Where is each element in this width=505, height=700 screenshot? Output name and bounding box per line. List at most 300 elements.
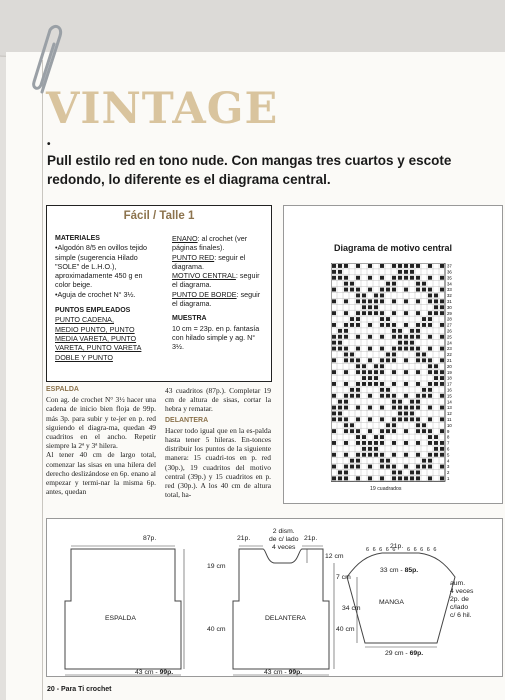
grid-cell-filled	[434, 311, 438, 315]
grid-cell-filled	[392, 299, 396, 303]
grid-cell-filled	[380, 388, 384, 392]
grid-cell-filled	[428, 459, 432, 463]
grid-cell-filled	[332, 394, 336, 398]
grid-cell-filled	[440, 311, 444, 315]
grid-cell-filled	[362, 453, 366, 457]
grid-cell-filled	[404, 311, 408, 315]
grid-cell-filled	[416, 441, 420, 445]
schematics-box	[46, 518, 503, 677]
grid-cell-filled	[386, 282, 390, 286]
grid-cell-filled	[362, 376, 366, 380]
espalda-piece-label: ESPALDA	[105, 615, 136, 622]
grid-cell-filled	[440, 406, 444, 410]
grid-cell-filled	[350, 358, 354, 362]
neck-note-line: de c/ lado	[269, 536, 299, 543]
delantera-paragraph: Hacer todo igual que en la es-palda hasta tener 5 hileras. En-tonces distribuir los puntos de la siguiente manera: 15 cuadri-tos en p. red (30p.), 19 cuadritos del motivo central (39p.) y 15 cuadritos en p. red (30p.). A los 40 cm de altura total, ha-	[165, 425, 271, 500]
grid-cell-filled	[404, 382, 408, 386]
grid-cell-filled	[440, 358, 444, 362]
espalda-top-width: 87p.	[143, 535, 157, 542]
grid-cell-filled	[374, 370, 378, 374]
grid-cell-filled	[386, 423, 390, 427]
row-number-label: 20	[447, 363, 452, 369]
manga-length: 34 cm	[342, 605, 361, 612]
grid-cell-filled	[404, 358, 408, 362]
grid-cell-filled	[380, 370, 384, 374]
grid-cell-filled	[368, 441, 372, 445]
grid-cell-filled	[386, 358, 390, 362]
row-number-label: 6	[447, 446, 450, 452]
grid-cell-filled	[434, 447, 438, 451]
grid-cell-filled	[344, 423, 348, 427]
grid-cell-filled	[440, 370, 444, 374]
grid-cell-filled	[392, 471, 396, 475]
row-number-label: 33	[447, 287, 452, 293]
grid-cell-filled	[392, 282, 396, 286]
punto-item: MEDIA VARETA, PUNTO	[55, 333, 137, 343]
grid-cell-filled	[428, 276, 432, 280]
grid-cell-filled	[374, 376, 378, 380]
grid-cell-filled	[332, 370, 336, 374]
grid-cell-filled	[422, 429, 426, 433]
grid-cell-filled	[332, 288, 336, 292]
page-title: VINTAGE	[46, 84, 279, 134]
grid-cell-filled	[344, 329, 348, 333]
row-number-label: 36	[447, 269, 452, 275]
row-number-label: 8	[447, 434, 450, 440]
delantera-neck-depth: 12 cm	[325, 553, 344, 560]
grid-cell-filled	[344, 347, 348, 351]
grid-cell-filled	[428, 317, 432, 321]
grid-cell-filled	[344, 394, 348, 398]
grid-cell-filled	[404, 299, 408, 303]
grid-cell-filled	[422, 353, 426, 357]
neck-note-line: 4 veces	[272, 544, 296, 551]
grid-cell-filled	[356, 364, 360, 368]
grid-cell-filled	[380, 288, 384, 292]
grid-cell-filled	[440, 441, 444, 445]
row-number-label: 25	[447, 334, 452, 340]
row-number-label: 23	[447, 346, 452, 352]
grid-cell-filled	[344, 264, 348, 268]
row-number-label: 27	[447, 322, 452, 328]
increase-note-line: c/ 6 hil.	[450, 612, 472, 619]
grid-cell-filled	[410, 476, 414, 480]
grid-cell-filled	[416, 264, 420, 268]
espalda-continued: 43 cuadritos (87p.). Completar 19 cm de altura de sisas, cortar la hebra y rematar.	[165, 386, 271, 414]
grid-cell-filled	[404, 406, 408, 410]
grid-cell-filled	[398, 471, 402, 475]
punto-item: MEDIO PUNTO, PUNTO	[55, 324, 135, 334]
grid-cell-filled	[368, 447, 372, 451]
grid-cell-filled	[344, 358, 348, 362]
grid-cell-filled	[440, 264, 444, 268]
grid-cell-filled	[440, 376, 444, 380]
manga-cap-width: 33 cm -	[380, 567, 405, 574]
grid-cell-filled	[338, 400, 342, 404]
grid-cell-filled	[404, 476, 408, 480]
grid-cell-filled	[434, 294, 438, 298]
manga-cap-stitches: 85p.	[404, 567, 419, 574]
increase-note-line: 2p. de	[450, 596, 469, 603]
difficulty-size-header: Fácil / Talle 1	[123, 210, 195, 222]
grid-cell-filled	[356, 311, 360, 315]
grid-cell-filled	[362, 294, 366, 298]
grid-cell-filled	[380, 459, 384, 463]
grid-cell-filled	[440, 447, 444, 451]
grid-cell-filled	[392, 441, 396, 445]
delantera-length: 40 cm	[336, 626, 355, 633]
delantera-right-shoulder: 21p.	[304, 535, 318, 542]
grid-cell-filled	[368, 406, 372, 410]
grid-cell-filled	[392, 311, 396, 315]
grid-cell-filled	[428, 335, 432, 339]
delantera-bottom-width: 43 cm -	[264, 669, 289, 676]
grid-cell-filled	[380, 264, 384, 268]
grid-cell-filled	[332, 406, 336, 410]
grid-cell-filled	[332, 465, 336, 469]
grid-cell-filled	[404, 453, 408, 457]
manga-increase-note	[450, 580, 473, 620]
grid-cell-filled	[356, 388, 360, 392]
grid-cell-filled	[398, 347, 402, 351]
grid-cell-filled	[386, 317, 390, 321]
grid-cell-filled	[422, 423, 426, 427]
grid-cell-filled	[356, 294, 360, 298]
grid-cell-filled	[350, 465, 354, 469]
grid-cell-filled	[440, 417, 444, 421]
grid-cell-filled	[380, 382, 384, 386]
row-number-label: 7	[447, 440, 450, 446]
grid-cell-filled	[404, 288, 408, 292]
grid-cell-filled	[344, 400, 348, 404]
grid-cell-filled	[416, 335, 420, 339]
grid-cell-filled	[368, 417, 372, 421]
grid-cell-filled	[392, 264, 396, 268]
grid-cell-filled	[440, 465, 444, 469]
grid-cell-filled	[428, 370, 432, 374]
grid-cell-filled	[392, 335, 396, 339]
grid-cell-filled	[440, 335, 444, 339]
grid-cell-filled	[392, 394, 396, 398]
grid-cell-filled	[374, 435, 378, 439]
delantera-neck-note	[269, 528, 298, 552]
grid-cell-filled	[398, 335, 402, 339]
row-number-label: 10	[447, 422, 452, 428]
grid-cell-filled	[338, 347, 342, 351]
row-number-label: 35	[447, 275, 452, 281]
grid-cell-filled	[338, 412, 342, 416]
grid-cell-filled	[416, 323, 420, 327]
row-number-label: 34	[447, 281, 452, 287]
grid-cell-filled	[416, 347, 420, 351]
grid-cell-filled	[344, 476, 348, 480]
grid-cell-filled	[356, 317, 360, 321]
grid-cell-filled	[392, 423, 396, 427]
grid-cell-filled	[386, 288, 390, 292]
grid-cell-filled	[434, 435, 438, 439]
grid-cell-filled	[368, 347, 372, 351]
grid-cell-filled	[404, 335, 408, 339]
grid-cell-filled	[440, 394, 444, 398]
grid-cell-filled	[368, 311, 372, 315]
grid-cell-filled	[350, 282, 354, 286]
grid-cell-filled	[356, 406, 360, 410]
row-number-label: 21	[447, 358, 452, 363]
grid-cell-filled	[362, 305, 366, 309]
grid-cell-filled	[344, 299, 348, 303]
grid-cell-filled	[404, 412, 408, 416]
espalda-paragraph: Al tener 40 cm de largo total, comenzar las sisas en una hilera del derecho deslizándose en 6p. enano al empezar y termi-nar la misma 6p. antes, quedan	[46, 450, 156, 497]
grid-cell-filled	[380, 441, 384, 445]
grid-cell-filled	[422, 459, 426, 463]
grid-cell-filled	[344, 453, 348, 457]
grid-cell-filled	[368, 288, 372, 292]
grid-cell-filled	[368, 264, 372, 268]
grid-cell-filled	[338, 335, 342, 339]
grid-cell-filled	[422, 465, 426, 469]
grid-cell-filled	[404, 417, 408, 421]
grid-cell-filled	[350, 388, 354, 392]
grid-cell-filled	[410, 276, 414, 280]
manga-cuff-stitches: 69p.	[409, 650, 424, 657]
grid-cell-filled	[416, 370, 420, 374]
grid-cell-filled	[440, 276, 444, 280]
delantera-heading: DELANTERA	[165, 416, 209, 424]
grid-cell-filled	[368, 382, 372, 386]
grid-cell-filled	[380, 429, 384, 433]
grid-cell-filled	[416, 417, 420, 421]
grid-cell-filled	[410, 471, 414, 475]
grid-cell-filled	[332, 417, 336, 421]
grid-cell-filled	[428, 294, 432, 298]
grid-cell-filled	[386, 353, 390, 357]
grid-cell-filled	[356, 429, 360, 433]
row-number-label: 30	[447, 304, 452, 310]
grid-cell-filled	[428, 364, 432, 368]
grid-cell-filled	[416, 423, 420, 427]
grid-cell-filled	[356, 382, 360, 386]
grid-cell-filled	[356, 299, 360, 303]
grid-cell-filled	[344, 311, 348, 315]
punto-item: DOBLE Y PUNTO	[55, 352, 113, 362]
grid-cell-filled	[404, 270, 408, 274]
grid-cell-filled	[416, 406, 420, 410]
stitch-term: MOTIVO CENTRAL	[172, 271, 236, 281]
grid-cell-filled	[356, 264, 360, 268]
grid-cell-filled	[440, 299, 444, 303]
grid-cell-filled	[392, 382, 396, 386]
grid-cell-filled	[392, 400, 396, 404]
grid-cell-filled	[368, 358, 372, 362]
grid-cell-filled	[428, 299, 432, 303]
grid-cell-filled	[338, 276, 342, 280]
grid-cell-filled	[344, 335, 348, 339]
grid-cell-filled	[332, 429, 336, 433]
grid-cell-filled	[416, 429, 420, 433]
grid-cell-filled	[332, 276, 336, 280]
grid-cell-filled	[332, 341, 336, 345]
grid-cell-filled	[434, 376, 438, 380]
grid-cell-filled	[404, 347, 408, 351]
grid-cell-filled	[404, 370, 408, 374]
manga-decrease-marks-left: 6 6 6 6 6	[366, 547, 397, 553]
grid-cell-filled	[368, 370, 372, 374]
grid-cell-filled	[404, 394, 408, 398]
espalda-bottom-width: 43 cm -	[135, 669, 160, 676]
grid-cell-filled	[338, 476, 342, 480]
punto-item: VARETA, PUNTO VARETA	[55, 343, 142, 353]
grid-cell-filled	[338, 270, 342, 274]
grid-cell-filled	[356, 459, 360, 463]
grid-cell-filled	[332, 476, 336, 480]
grid-cell-filled	[440, 288, 444, 292]
grid-cell-filled	[374, 382, 378, 386]
grid-cell-filled	[332, 335, 336, 339]
punto-item: PUNTO CADENA,	[55, 315, 114, 325]
row-number-label: 31	[447, 299, 452, 304]
grid-cell-filled	[416, 311, 420, 315]
grid-cell-filled	[398, 417, 402, 421]
grid-cell-filled	[368, 394, 372, 398]
grid-cell-filled	[398, 406, 402, 410]
grid-cell-filled	[398, 412, 402, 416]
grid-cell-filled	[404, 441, 408, 445]
stitch-term: PUNTO DE BORDE	[172, 289, 237, 299]
grid-cell-filled	[416, 299, 420, 303]
grid-cell-filled	[410, 412, 414, 416]
row-number-label: 15	[447, 393, 452, 399]
grid-cell-filled	[392, 453, 396, 457]
grid-cell-filled	[344, 288, 348, 292]
materials-left-column	[55, 234, 155, 362]
grid-cell-filled	[380, 435, 384, 439]
puntos-heading: PUNTOS EMPLEADOS	[55, 307, 131, 315]
grid-cell-filled	[428, 347, 432, 351]
grid-cell-filled	[362, 447, 366, 451]
grid-cell-filled	[440, 429, 444, 433]
grid-cell-filled	[332, 382, 336, 386]
grid-cell-filled	[362, 435, 366, 439]
grid-cell-filled	[368, 376, 372, 380]
grid-cell-filled	[350, 288, 354, 292]
grid-cell-filled	[368, 429, 372, 433]
grid-cell-filled	[434, 364, 438, 368]
grid-cell-filled	[368, 323, 372, 327]
grid-cell-filled	[398, 341, 402, 345]
row-number-label: 29	[447, 310, 452, 316]
grid-cell-filled	[356, 441, 360, 445]
grid-cell-filled	[332, 264, 336, 268]
grid-cell-filled	[386, 459, 390, 463]
delantera-section	[165, 386, 271, 499]
grid-cell-filled	[356, 358, 360, 362]
grid-cell-filled	[356, 276, 360, 280]
grid-cell-filled	[398, 264, 402, 268]
grid-cell-filled	[386, 429, 390, 433]
grid-cell-filled	[416, 465, 420, 469]
grid-cell-filled	[350, 423, 354, 427]
grid-cell-filled	[392, 406, 396, 410]
grid-cell-filled	[380, 276, 384, 280]
grid-cell-filled	[392, 429, 396, 433]
grid-cell-filled	[374, 311, 378, 315]
grid-cell-filled	[410, 347, 414, 351]
grid-cell-filled	[440, 347, 444, 351]
grid-cell-filled	[392, 358, 396, 362]
motif-chart-grid	[331, 263, 461, 485]
grid-cell-filled	[398, 329, 402, 333]
grid-cell-filled	[386, 465, 390, 469]
grid-cell-filled	[428, 264, 432, 268]
increase-note-line: aum.	[450, 580, 466, 587]
grid-cell-filled	[362, 441, 366, 445]
row-number-label: 28	[447, 316, 452, 322]
grid-cell-filled	[368, 453, 372, 457]
espalda-section	[46, 385, 156, 496]
page-footer: 20 - Para Ti crochet	[47, 686, 112, 693]
grid-cell-filled	[368, 476, 372, 480]
grid-cell-filled	[362, 382, 366, 386]
grid-cell-filled	[380, 417, 384, 421]
grid-cell-filled	[344, 382, 348, 386]
grid-cell-filled	[398, 276, 402, 280]
grid-cell-filled	[434, 299, 438, 303]
muestra-heading: MUESTRA	[172, 315, 207, 323]
grid-cell-filled	[416, 329, 420, 333]
grid-cell-filled	[404, 341, 408, 345]
grid-cell-filled	[422, 388, 426, 392]
grid-cell-filled	[332, 299, 336, 303]
delantera-piece-label: DELANTERA	[265, 615, 306, 622]
materiales-item: •Aguja de crochet N° 3½.	[55, 289, 136, 299]
delantera-bottom-stitches: 99p.	[288, 669, 303, 676]
grid-cell-filled	[356, 288, 360, 292]
grid-cell-filled	[332, 347, 336, 351]
grid-cell-filled	[392, 476, 396, 480]
grid-cell-filled	[338, 417, 342, 421]
grid-cell-filled	[380, 453, 384, 457]
grid-cell-filled	[380, 299, 384, 303]
grid-cell-filled	[380, 406, 384, 410]
grid-cell-filled	[380, 347, 384, 351]
grid-cell-filled	[428, 358, 432, 362]
grid-cell-filled	[338, 329, 342, 333]
grid-cell-filled	[416, 394, 420, 398]
row-number-label: 26	[447, 328, 452, 334]
grid-cell-filled	[332, 311, 336, 315]
grid-cell-filled	[410, 264, 414, 268]
grid-cell-filled	[368, 465, 372, 469]
row-number-label: 17	[447, 381, 452, 387]
grid-cell-filled	[434, 305, 438, 309]
grid-cell-filled	[344, 282, 348, 286]
grid-cell-filled	[428, 435, 432, 439]
grid-cell-filled	[404, 323, 408, 327]
grid-cell-filled	[440, 323, 444, 327]
grid-cell-filled	[356, 370, 360, 374]
grid-cell-filled	[380, 335, 384, 339]
grid-cell-filled	[362, 370, 366, 374]
manga-cuff-width: 29 cm -	[385, 650, 410, 657]
espalda-sisa-height: 19 cm	[207, 563, 226, 570]
grid-cell-filled	[392, 353, 396, 357]
grid-cell-filled	[368, 335, 372, 339]
grid-cell-filled	[416, 476, 420, 480]
grid-cell-filled	[440, 305, 444, 309]
grid-cell-filled	[428, 453, 432, 457]
delantera-left-shoulder: 21p.	[237, 535, 251, 542]
grid-cell-filled	[374, 299, 378, 303]
